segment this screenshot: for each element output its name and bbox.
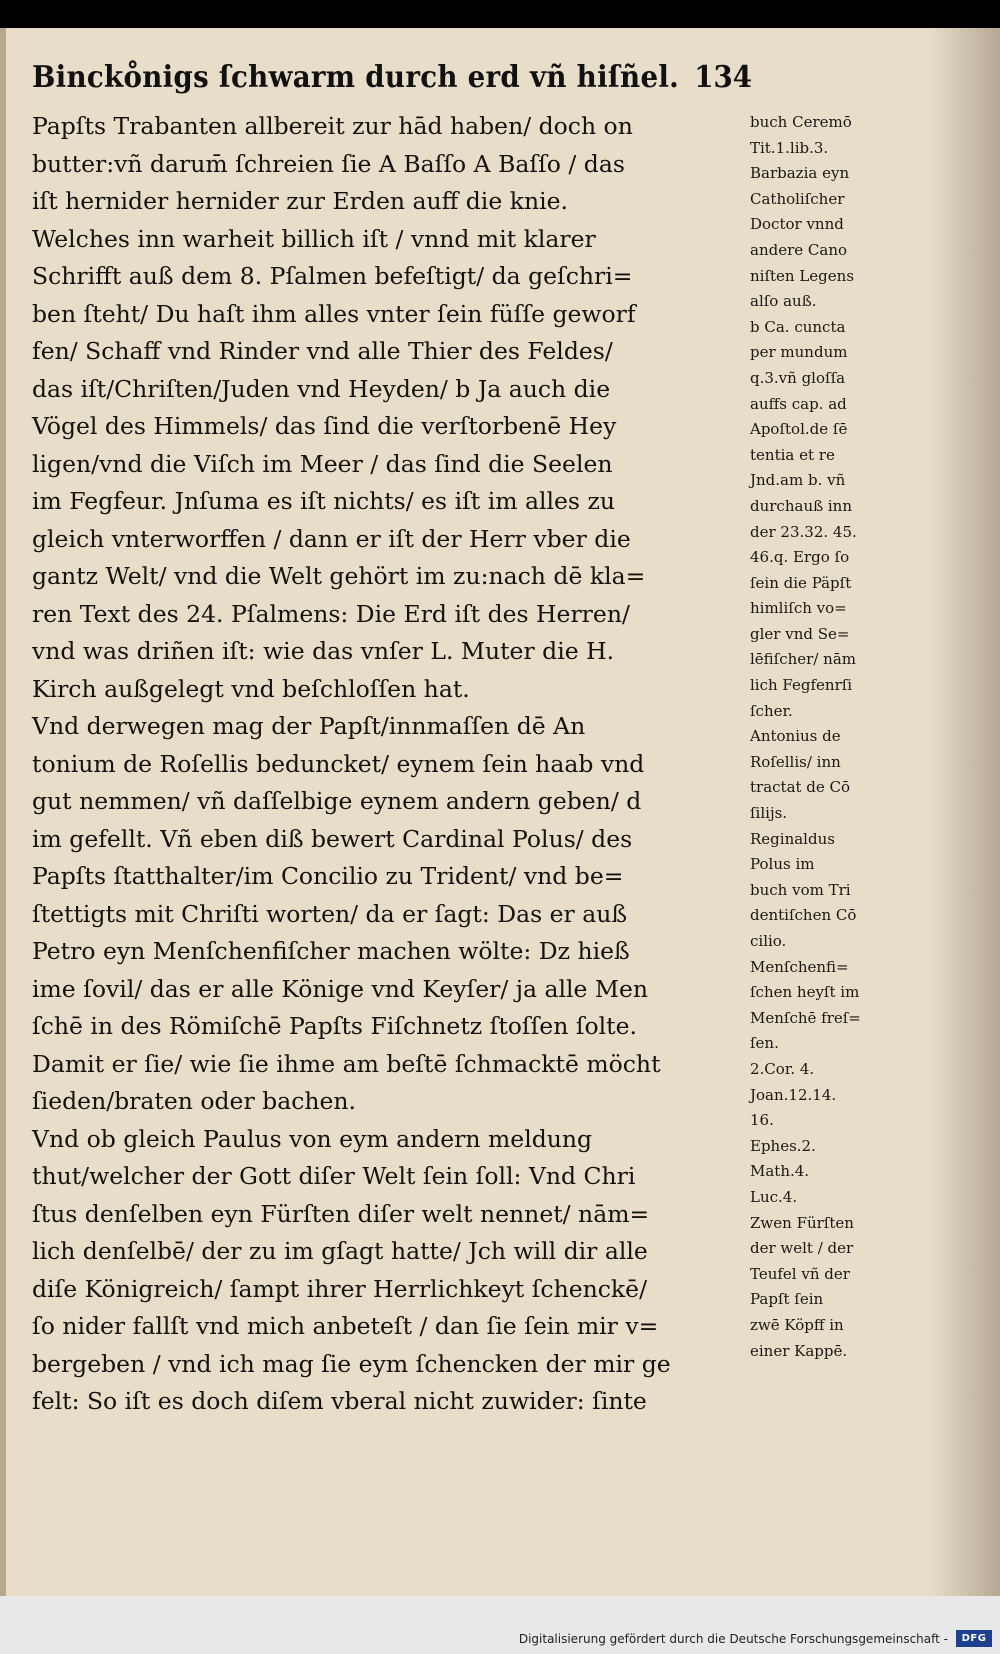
text-line: fen/ Schaff vnd Rinder vnd alle Thier des Feldes/ bbox=[32, 337, 613, 365]
text-line: gantz Welt/ vnd die Welt gehört im zu:nach dē kla= bbox=[32, 562, 646, 590]
marginal-note-line: ſcher. bbox=[750, 701, 793, 720]
text-line: ſtus denſelben eyn Fürſten diſer welt nennet/ nām= bbox=[32, 1199, 650, 1228]
marginal-note-line: Apoſtol.de ſē bbox=[750, 420, 848, 439]
text-line: ben ſteht/ Du haſt ihm alles vnter ſein füſſe geworf bbox=[32, 299, 636, 328]
text-line: lich denſelbē/ der zu im gſagt hatte/ Jch will dir alle bbox=[32, 1237, 648, 1265]
marginal-note-line: cilio. bbox=[750, 932, 787, 950]
text-line: gut nemmen/ vñ daſſelbige eynem andern geben/ d bbox=[32, 787, 642, 815]
text-line: ime ſovil/ das er alle Könige vnd Keyſer/ ja alle Men bbox=[32, 974, 649, 1003]
marginal-note-line: Catholiſcher bbox=[750, 189, 845, 208]
text-line: ſo nider fallſt vnd mich anbeteſt / dan ſie ſein mir v= bbox=[32, 1312, 659, 1340]
marginal-note-line: buch vom Tri bbox=[750, 880, 851, 899]
marginal-note-line: niſten Legens bbox=[750, 266, 855, 285]
marginal-note-line: b Ca. cuncta bbox=[750, 317, 846, 336]
text-line: ſtettigts mit Chriſti worten/ da er ſagt: Das er auß bbox=[32, 899, 628, 928]
marginal-note-line: der 23.32. 45. bbox=[750, 522, 857, 541]
marginal-note-line: Menſchenfi= bbox=[750, 957, 849, 976]
marginal-note-line: Antonius de bbox=[750, 727, 841, 746]
text-line: gleich vnterworffen / dann er iſt der Herr vber die bbox=[32, 524, 631, 553]
marginal-note-line: tentia et re bbox=[750, 445, 835, 464]
text-line: butter:vñ darum̄ ſchreien ſie A Baſſo A Baſſo / das bbox=[32, 149, 625, 178]
main-text-block bbox=[32, 108, 744, 1421]
marginal-note-line: himliſch vo= bbox=[750, 599, 847, 618]
marginal-note-line: tractat de Cō bbox=[750, 778, 851, 797]
marginal-note-line: 16. bbox=[750, 1111, 774, 1130]
marginal-note-line: Menſchē freſ= bbox=[750, 1008, 861, 1027]
text-line: Damit er ſie/ wie ſie ihme am beſtē ſchmacktē möcht bbox=[32, 1049, 661, 1078]
text-line: bergeben / vnd ich mag ſie eym ſchencken der mir ge bbox=[32, 1349, 671, 1378]
text-line: ſchē in des Römiſchē Papſts Fiſchnetz ſtoſſen ſolte. bbox=[32, 1012, 637, 1040]
marginal-note-line: ſchen heyſt im bbox=[750, 983, 860, 1002]
marginal-notes bbox=[750, 110, 900, 1364]
text-line: Welches inn warheit billich iſt / vnnd mit klarer bbox=[32, 224, 596, 253]
marginal-note-line: Papſt ſein bbox=[750, 1290, 824, 1309]
text-line: Vnd derwegen mag der Papſt/innmaſſen dē An bbox=[32, 712, 586, 740]
marginal-note-line: lēfiſcher/ nām bbox=[750, 650, 856, 669]
marginal-note-line: Joan.12.14. bbox=[750, 1085, 837, 1104]
marginal-note-line: ſen. bbox=[750, 1034, 779, 1053]
marginal-note-line: buch Ceremō bbox=[750, 113, 852, 131]
text-line: Kirch außgelegt vnd beſchloſſen hat. bbox=[32, 674, 470, 703]
marginal-note-line: Luc.4. bbox=[750, 1187, 798, 1206]
marginal-note-line: 2.Cor. 4. bbox=[750, 1059, 815, 1078]
marginal-note-line: lich Fegfenrſi bbox=[750, 676, 853, 695]
page-left-edge bbox=[0, 28, 6, 1596]
marginal-note-line: auffs cap. ad bbox=[750, 394, 847, 413]
running-header bbox=[32, 52, 753, 104]
marginal-note-line: Roſellis/ inn bbox=[750, 752, 841, 771]
marginal-note-line: Teufel vñ der bbox=[750, 1264, 850, 1283]
page-edge-shadow bbox=[930, 28, 1000, 1596]
marginal-note-line: dentiſchen Cō bbox=[750, 906, 857, 925]
text-line: im Fegfeur. Jnſuma es iſt nichts/ es iſt im alles zu bbox=[32, 487, 615, 515]
text-line: Schrifft auß dem 8. Pſalmen befeſtigt/ da geſchri= bbox=[32, 262, 633, 290]
text-line: felt: So iſt es doch diſem vberal nicht zuwider: ſinte bbox=[32, 1387, 647, 1415]
marginal-note-line: Reginaldus bbox=[750, 829, 835, 848]
marginal-note-line: einer Kappē. bbox=[750, 1341, 848, 1360]
text-line: thut/welcher der Gott diſer Welt ſein ſoll: Vnd Chri bbox=[32, 1162, 636, 1190]
marginal-note-line: Zwen Fürſten bbox=[750, 1213, 854, 1232]
marginal-note-line: Tit.1.lib.3. bbox=[750, 138, 829, 157]
text-line: das iſt/Chriſten/Juden vnd Heyden/ b Ja auch die bbox=[32, 374, 611, 403]
running-title: Bincko̊nigs ſchwarm durch erd vñ hiſñel. bbox=[32, 60, 680, 95]
marginal-note-line: Barbazia eyn bbox=[750, 164, 850, 183]
text-line: ligen/vnd die Viſch im Meer / das ſind die Seelen bbox=[32, 449, 613, 478]
page-number: 134 bbox=[694, 60, 753, 95]
text-line: ren Text des 24. Pſalmens: Die Erd iſt des Herren/ bbox=[32, 599, 630, 628]
marginal-note-line: Math.4. bbox=[750, 1162, 810, 1181]
marginal-note-line: ſein die Päpſt bbox=[750, 573, 852, 592]
marginal-note-line: alſo auß. bbox=[750, 292, 817, 311]
marginal-note-line: Ephes.2. bbox=[750, 1136, 816, 1155]
text-line: vnd was driñen iſt: wie das vnſer L. Muter die H. bbox=[32, 637, 615, 665]
marginal-note-line: ſilijs. bbox=[750, 804, 788, 823]
funding-credit: Digitalisierung gefördert durch die Deutsche Forschungsgemeinschaft - bbox=[518, 1632, 948, 1646]
marginal-note-line: durchauß inn bbox=[750, 496, 853, 515]
text-line: tonium de Roſellis beduncket/ eynem ſein haab vnd bbox=[32, 749, 645, 778]
text-line: diſe Königreich/ ſampt ihrer Herrlichkeyt ſchenckē/ bbox=[32, 1274, 647, 1303]
text-line: iſt hernider hernider zur Erden auff die knie. bbox=[32, 187, 568, 215]
text-line: Papſts Trabanten allbereit zur hād haben/ doch on bbox=[32, 112, 633, 140]
marginal-note-line: per mundum bbox=[750, 343, 848, 362]
marginal-note-line: Jnd.am b. vñ bbox=[750, 471, 846, 490]
marginal-note-line: Polus im bbox=[750, 855, 815, 874]
marginal-note-line: andere Cano bbox=[750, 240, 848, 259]
marginal-note-line: gler vnd Se= bbox=[750, 624, 850, 643]
text-line: im gefellt. Vñ eben diß bewert Cardinal Polus/ des bbox=[32, 824, 633, 853]
marginal-note-line: Doctor vnnd bbox=[750, 215, 844, 234]
text-line: Papſts ſtatthalter/im Concilio zu Trident/ vnd be= bbox=[32, 862, 624, 890]
text-line: Petro eyn Menſchenfiſcher machen wölte: Dz hieß bbox=[32, 937, 630, 965]
dfg-logo: DFG bbox=[956, 1630, 992, 1647]
text-line: ſieden/braten oder bachen. bbox=[32, 1087, 357, 1115]
marginal-note-line: der welt / der bbox=[750, 1239, 854, 1258]
marginal-note-line: 46.q. Ergo ſo bbox=[750, 548, 850, 567]
text-line: Vögel des Himmels/ das ſind die verſtorbenē Hey bbox=[32, 412, 617, 440]
marginal-note-line: zwē Köpff in bbox=[750, 1315, 844, 1334]
marginal-note-line: q.3.vñ gloſſa bbox=[750, 368, 846, 387]
text-line: Vnd ob gleich Paulus von eym andern meldung bbox=[32, 1124, 593, 1153]
